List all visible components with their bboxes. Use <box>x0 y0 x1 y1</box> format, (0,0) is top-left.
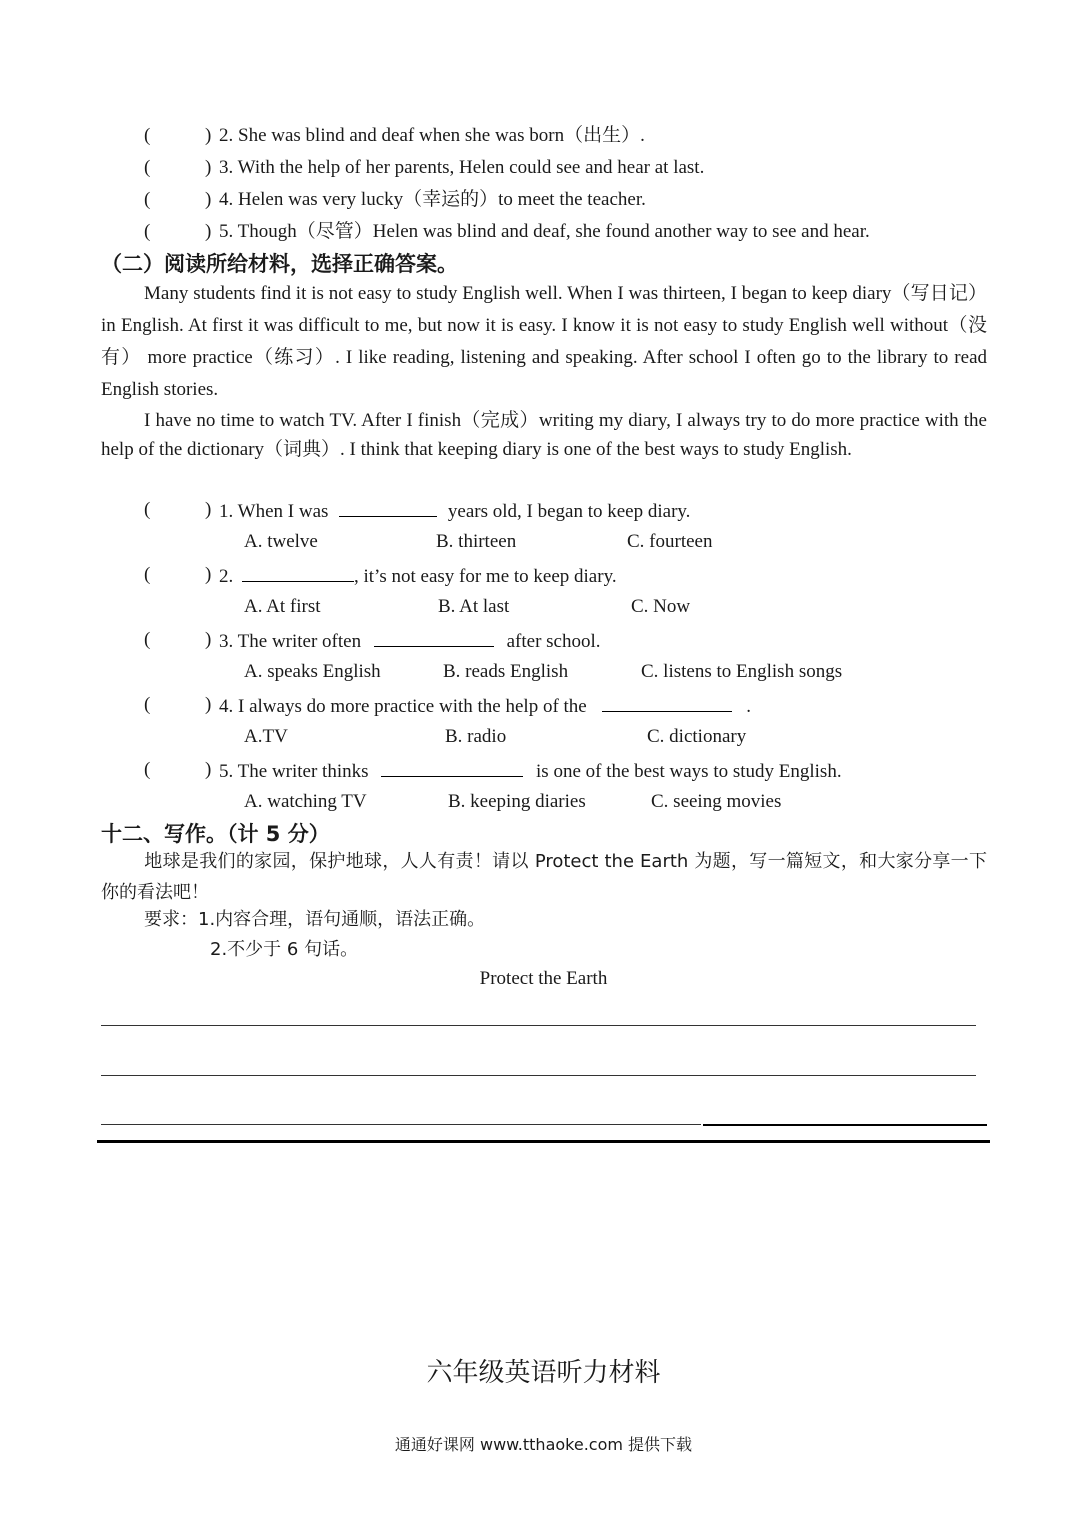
answer-paren-open[interactable]: ( <box>144 157 151 178</box>
paren-close: ) <box>205 629 212 650</box>
answer-paren-open[interactable]: ( <box>144 189 151 210</box>
section-heading: （二）阅读所给材料，选择正确答案。 <box>101 252 458 276</box>
answer-paren-open[interactable]: ( <box>144 694 151 715</box>
question-stem: 1. When I was years old, I began to keep diary. <box>219 498 690 524</box>
option-a[interactable]: A. At first <box>244 596 321 617</box>
option-b[interactable]: B. reads English <box>443 661 569 682</box>
prompt-text: 地球是我们的家园，保护地球，人人有责！请以 Protect the Earth 为题，写一篇短文，和大家分享一下你的看法吧！ <box>101 851 987 903</box>
listening-title: 六年级英语听力材料 <box>426 1358 661 1388</box>
answer-paren-open[interactable]: ( <box>144 629 151 650</box>
option-a[interactable]: A. twelve <box>244 531 318 552</box>
answer-blank[interactable] <box>339 498 437 517</box>
essay-title: Protect the Earth <box>479 968 608 989</box>
option-b[interactable]: B. keeping diaries <box>448 791 586 812</box>
writing-line[interactable] <box>101 1025 976 1026</box>
passage-paragraph-1 <box>101 278 987 406</box>
question-stem: 4. I always do more practice with the help of the . <box>219 693 751 719</box>
option-c[interactable]: C. Now <box>631 596 691 617</box>
answer-blank[interactable] <box>374 628 494 647</box>
passage-paragraph-2 <box>101 406 987 464</box>
writing-line[interactable] <box>703 1124 987 1126</box>
answer-paren-open[interactable]: ( <box>144 564 151 585</box>
option-b[interactable]: B. radio <box>445 726 507 747</box>
writing-line[interactable] <box>101 1124 701 1125</box>
judge-text: 5. Though（尽管）Helen was blind and deaf, she found another way to see and hear. <box>219 221 870 242</box>
answer-blank[interactable] <box>381 758 523 777</box>
judge-close: ) <box>205 125 212 146</box>
writing-prompt <box>101 846 987 908</box>
answer-blank[interactable] <box>242 563 354 582</box>
writing-requirement-2: 2.不少于 6 句话。 <box>210 939 359 960</box>
answer-paren-open[interactable]: ( <box>144 759 151 780</box>
judge-text: 3. With the help of her parents, Helen could see and hear at last. <box>219 157 705 178</box>
option-b[interactable]: B. thirteen <box>436 531 517 552</box>
writing-heading: 十二、写作。（计 5 分） <box>101 822 330 846</box>
writing-line[interactable] <box>101 1075 976 1076</box>
paren-close: ) <box>205 499 212 520</box>
passage-text: I have no time to watch TV. After I finish（完成）writing my diary, I always try to do more practice with the help of the dictionary（词典）. I think that keeping diary is one of the best ways to study English. <box>101 410 987 460</box>
paren-close: ) <box>205 759 212 780</box>
judge-close: ) <box>205 157 212 178</box>
footer-text: 通通好课网 www.tthaoke.com 提供下载 <box>394 1435 693 1454</box>
option-a[interactable]: A. watching TV <box>244 791 367 812</box>
judge-close: ) <box>205 189 212 210</box>
answer-paren-open[interactable]: ( <box>144 221 151 242</box>
paren-close: ) <box>205 694 212 715</box>
question-stem: 3. The writer often after school. <box>219 628 601 654</box>
option-c[interactable]: C. dictionary <box>647 726 747 747</box>
option-a[interactable]: A. speaks English <box>244 661 381 682</box>
answer-paren-open[interactable]: ( <box>144 125 151 146</box>
option-c[interactable]: C. fourteen <box>627 531 713 552</box>
passage-text: Many students find it is not easy to study English well. When I was thirteen, I began to keep diary（写日记） in English. At first it was difficult to me, but now it is easy. I know it is not easy to study English well without（没有） more practice（练习）. I like reading, listening and speaking. After school I often go to the library to read English stories. <box>101 283 987 400</box>
judge-text: 2. She was blind and deaf when she was born（出生）. <box>219 125 645 146</box>
question-stem: 2. , it’s not easy for me to keep diary. <box>219 563 617 589</box>
option-c[interactable]: C. listens to English songs <box>641 661 843 682</box>
option-c[interactable]: C. seeing movies <box>651 791 782 812</box>
question-stem: 5. The writer thinks is one of the best ways to study English. <box>219 758 842 784</box>
answer-paren-open[interactable]: ( <box>144 499 151 520</box>
answer-blank[interactable] <box>602 693 732 712</box>
paren-close: ) <box>205 564 212 585</box>
divider <box>97 1140 990 1143</box>
writing-requirement-1: 要求：1.内容合理，语句通顺，语法正确。 <box>144 909 486 930</box>
option-b[interactable]: B. At last <box>438 596 510 617</box>
judge-close: ) <box>205 221 212 242</box>
option-a[interactable]: A.TV <box>244 726 288 747</box>
judge-text: 4. Helen was very lucky（幸运的）to meet the teacher. <box>219 189 646 210</box>
